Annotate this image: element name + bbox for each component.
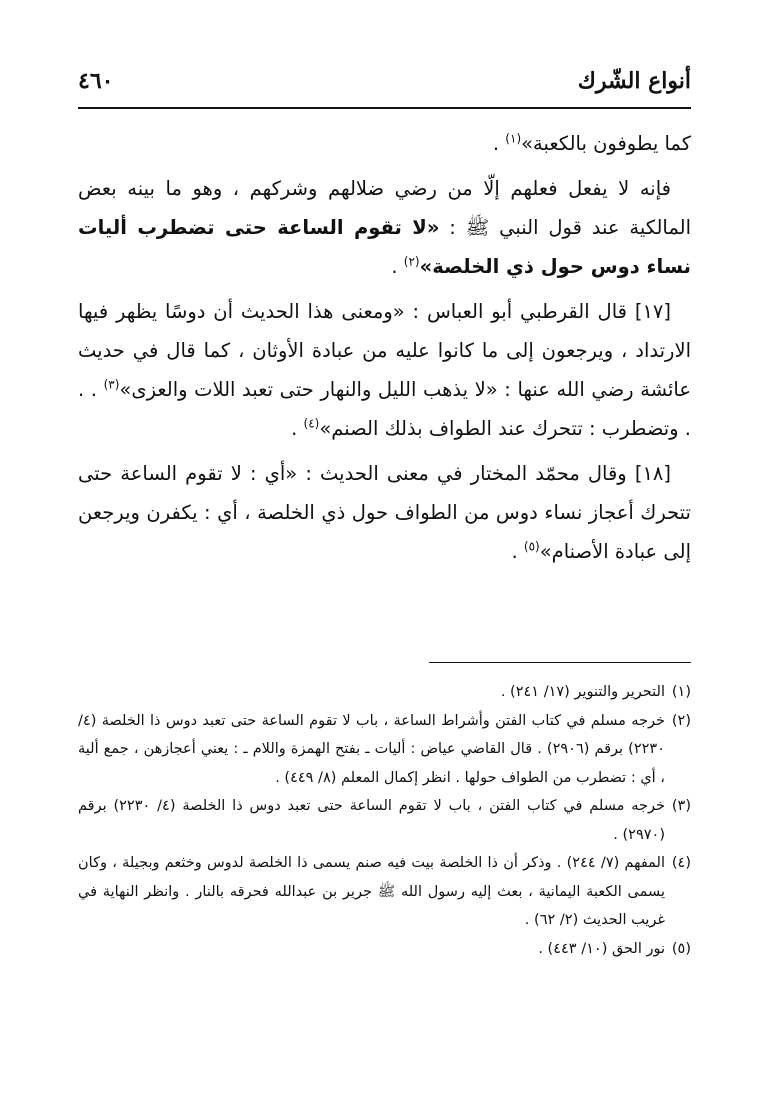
page-number: ٤٦٠ — [78, 68, 114, 94]
paragraph-4: [١٨] وقال محمّد المختار في معنى الحديث : «أي : لا تقوم الساعة حتى تتحرك أعجاز نساء دوس من الطواف حول ذي الخلصة ، أي : يكفرن ويرجعن إلى عبادة الأصنام»$^{(٥)}$ . — [78, 462, 691, 563]
header-divider — [78, 107, 691, 109]
footnote: (٣) خرجه مسلم في كتاب الفتن ، باب لا تقوم الساعة حتى تعبد دوس ذا الخلصة (٤/ ٢٢٣٠) برقم (٢٩٧٠) . — [78, 798, 691, 843]
footnotes — [78, 678, 691, 963]
footnote-ref-1: (١) — [505, 131, 522, 146]
footnote-ref-3: (٣) — [103, 377, 120, 392]
paragraph-2: فإنه لا يفعل فعلهم إلّا من رضي ضلالهم وشركهم ، وهو ما بينه بعض المالكية عند قول النبي ﷺ : «لا تقوم الساعة حتى تضطرب أليات نساء دوس حول ذي الخلصة»$^{(٢)}$ . — [78, 177, 691, 278]
main-text — [78, 124, 691, 577]
footnote-divider — [429, 662, 691, 663]
hadith-quote: «لا تقوم الساعة حتى تضطرب أليات نساء دوس حول ذي الخلصة» — [78, 216, 691, 278]
page-header — [78, 68, 691, 102]
footnote: (٢) خرجه مسلم في كتاب الفتن وأشراط الساعة ، باب لا تقوم الساعة حتى تعبد دوس ذا الخلصة (٤/ ٢٢٣٠) برقم (٢٩٠٦) . قال القاضي عياض : أليات ـ بفتح الهمزة واللام ـ : يعني أعجازهن ، جمع ألية ، أي : تضطرب من الطواف حولها . انظر إكمال المعلم (٨/ ٤٤٩) . — [78, 712, 691, 786]
paragraph-1: كما يطوفون بالكعبة»$^{(١)}$ . — [492, 131, 691, 155]
footnote-ref-4: (٤) — [303, 416, 320, 431]
footnote: (٥) نور الحق (١٠/ ٤٤٣) . — [538, 940, 691, 957]
footnote-ref-5: (٥) — [523, 539, 540, 554]
footnote: (٤) المفهم (٧/ ٢٤٤) . وذكر أن ذا الخلصة بيت فيه صنم يسمى ذا الخلصة لدوس وخثعم وبجيلة ، وكان يسمى الكعبة اليمانية ، بعث إليه رسول الله ﷺ جرير بن عبدالله فحرقه بالنار . وانظر النهاية في غريب الحديث (٢/ ٦٢) . — [78, 855, 691, 928]
paragraph-3: [١٧] قال القرطبي أبو العباس : «ومعنى هذا الحديث أن دوسًا يظهر فيها الارتداد ، ويرجعون إلى ما كانوا عليه من عبادة الأوثان ، كما قال في حديث عائشة رضي الله عنها : «لا يذهب الليل والنهار حتى تعبد اللات والعزى»$^{(٣)}$ . . . وتضطرب : تتحرك عند الطواف بذلك الصنم»$^{(٤)}$ . — [78, 300, 691, 440]
footnote-ref-2: (٢) — [403, 254, 420, 269]
footnote: (١) التحرير والتنوير (١٧/ ٢٤١) . — [500, 684, 691, 700]
running-title: أنواع الشّرك — [577, 68, 691, 94]
